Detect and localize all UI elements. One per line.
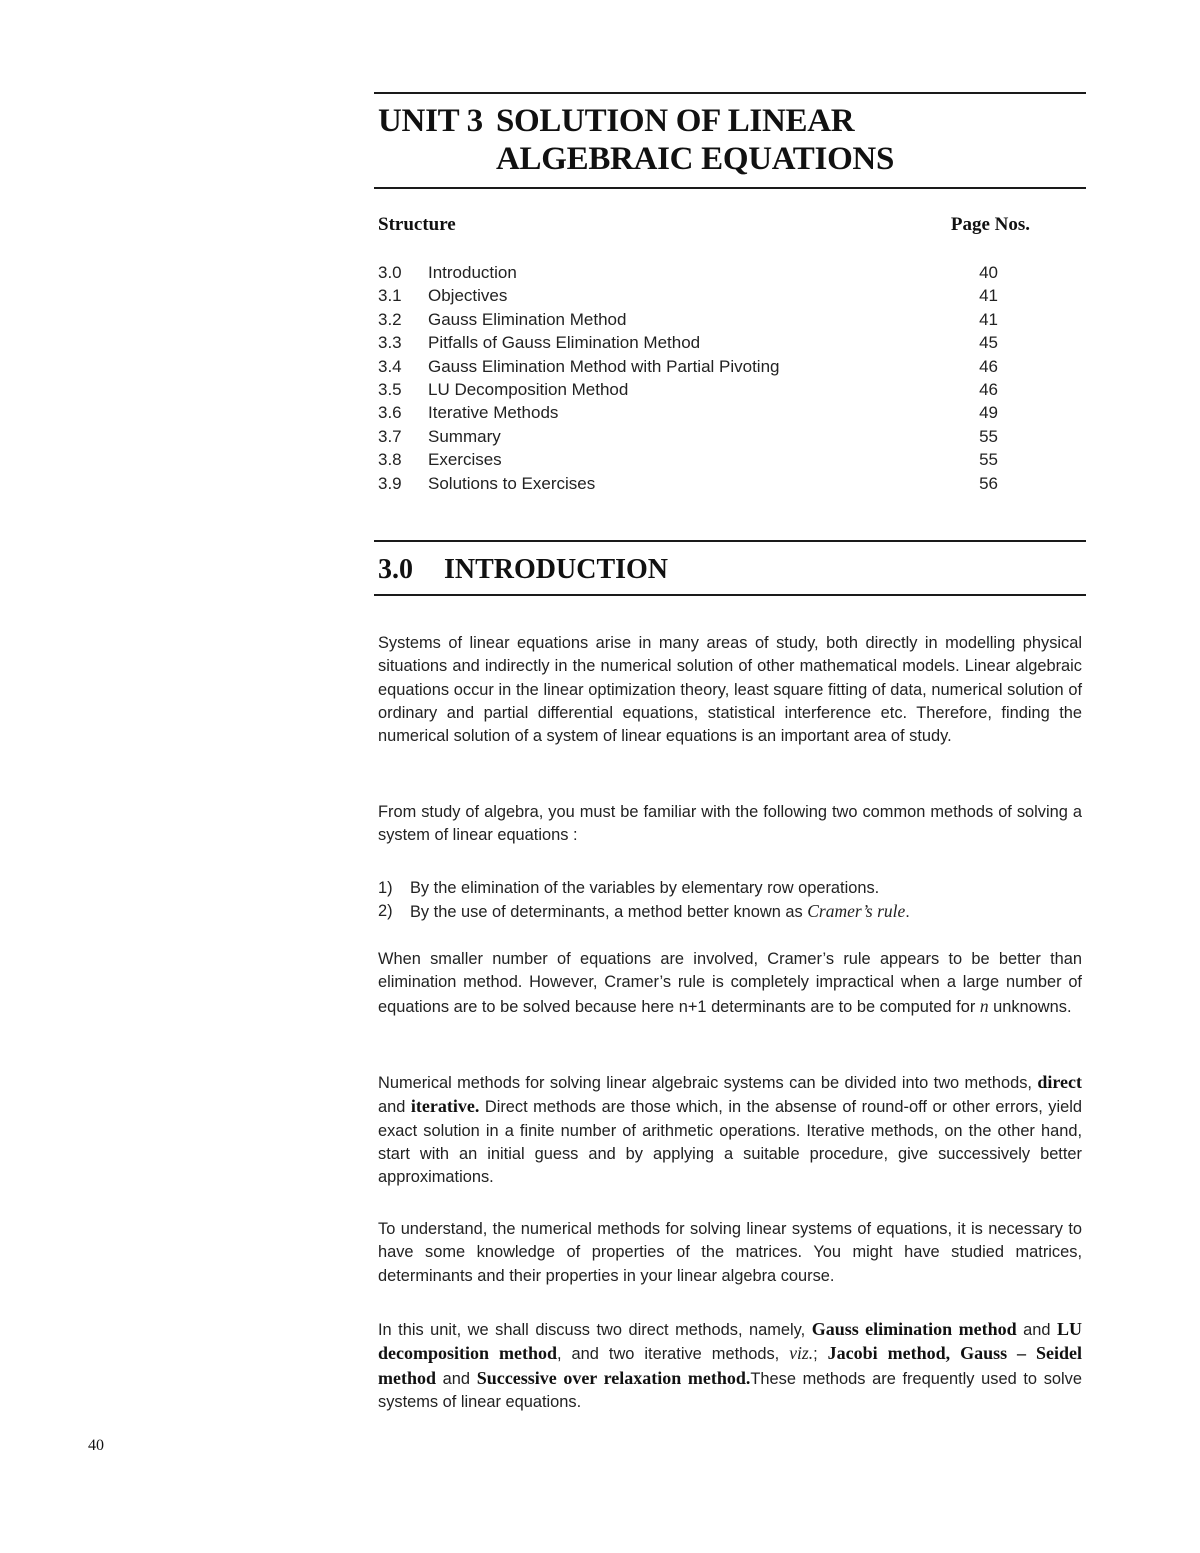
list-item bbox=[378, 900, 1082, 924]
unit-number: UNIT 3 bbox=[378, 103, 483, 139]
p4-text-end: Direct methods are those which, in the absense of round-off or other errors, yield exact solution in a finite number of arithmetic operations. Iterative methods, on the other hand, start with an initial guess and by applying a suitable procedure, give successively better approximations. bbox=[378, 1098, 1082, 1187]
p6-jacobi: Jacobi method, Gauss – Seidel method bbox=[378, 1343, 1083, 1388]
toc-item bbox=[378, 331, 998, 354]
p6-text-b: , and two iterative methods, bbox=[556, 1345, 790, 1364]
toc-item bbox=[378, 401, 998, 424]
toc-page: 41 bbox=[979, 309, 998, 329]
toc-title: Pitfalls of Gauss Elimination Method bbox=[428, 333, 701, 353]
list-text: By the elimination of the variables by elementary row operations. bbox=[410, 879, 880, 897]
intro-paragraph-1: Systems of linear equations arise in many areas of study, both directly in modelling physical situations and indirectly in the numerical solution of other mathematical models. Linear algebraic equations occur in the linear optimization theory, least square fitting of data, numerical solution of ordinary and partial differential equations, statistical interference etc. Therefore, finding the numerical solution of a system of linear equations is an important area of study. bbox=[378, 634, 1082, 746]
toc-num: 3.4 bbox=[378, 356, 402, 376]
p4-iterative: iterative. bbox=[410, 1096, 480, 1117]
toc-num: 3.1 bbox=[378, 286, 402, 306]
cramers-rule-emphasis: Cramer’s rule bbox=[807, 901, 906, 922]
toc-title: Gauss Elimination Method with Partial Pivoting bbox=[428, 356, 780, 376]
toc-num: 3.7 bbox=[378, 426, 402, 446]
toc-num: 3.0 bbox=[378, 263, 402, 282]
toc-item bbox=[378, 448, 998, 471]
toc-item bbox=[378, 472, 998, 495]
structure-header bbox=[378, 214, 1030, 236]
p6-and: and bbox=[1016, 1321, 1057, 1339]
p3-n: n bbox=[979, 995, 989, 1016]
toc-title: Summary bbox=[428, 426, 501, 446]
methods-list bbox=[378, 877, 1082, 925]
toc-item bbox=[378, 308, 998, 331]
toc-page: 46 bbox=[979, 356, 998, 376]
toc-num: 3.9 bbox=[378, 473, 402, 493]
toc-title: Iterative Methods bbox=[428, 403, 559, 423]
list-number: 2) bbox=[378, 902, 393, 921]
list-text: By the use of determinants, a method better known as bbox=[410, 903, 808, 922]
intro-paragraph-6 bbox=[378, 1318, 1082, 1414]
toc-item bbox=[378, 261, 998, 284]
p6-text: In this unit, we shall discuss two direct methods, namely, bbox=[378, 1321, 812, 1339]
toc-item bbox=[378, 425, 998, 448]
top-rule bbox=[374, 92, 1086, 94]
p6-sor: Successive over relaxation method. bbox=[476, 1367, 751, 1388]
section-heading bbox=[378, 552, 668, 588]
unit-title bbox=[378, 102, 894, 178]
toc-num: 3.5 bbox=[378, 379, 402, 399]
toc-page: 55 bbox=[979, 450, 998, 470]
intro-paragraph-5: To understand, the numerical methods for solving linear systems of equations, it is necessary to have some knowledge of properties of the matrices. You might have studied matrices, determinants and their properties in your linear algebra course. bbox=[378, 1220, 1082, 1285]
p6-text-c: ; bbox=[813, 1345, 828, 1364]
p6-and-2: and bbox=[436, 1369, 477, 1388]
list-item bbox=[378, 877, 1082, 900]
structure-label: Structure bbox=[378, 214, 456, 235]
toc-page: 41 bbox=[979, 286, 998, 306]
toc-item bbox=[378, 378, 998, 401]
section-number: 3.0 bbox=[378, 554, 413, 585]
unit-title-line1: SOLUTION OF LINEAR bbox=[496, 103, 855, 139]
p4-direct: direct bbox=[1037, 1072, 1082, 1092]
toc-title: Solutions to Exercises bbox=[428, 473, 596, 493]
p4-and: and bbox=[378, 1098, 411, 1117]
table-of-contents bbox=[378, 261, 998, 495]
page-number: 40 bbox=[88, 1437, 104, 1454]
toc-item bbox=[378, 284, 998, 307]
toc-page: 56 bbox=[979, 473, 998, 493]
toc-page: 40 bbox=[979, 263, 998, 282]
toc-title: Gauss Elimination Method bbox=[428, 309, 627, 329]
section-bottom-rule bbox=[374, 594, 1086, 596]
section-top-rule bbox=[374, 540, 1086, 542]
toc-num: 3.6 bbox=[378, 403, 402, 423]
p4-text: Numerical methods for solving linear algebraic systems can be divided into two methods, bbox=[378, 1074, 1038, 1092]
intro-paragraph-3 bbox=[378, 948, 1082, 1019]
toc-num: 3.2 bbox=[378, 309, 402, 329]
page-nos-label: Page Nos. bbox=[950, 214, 1030, 235]
p3-text-end: unknowns. bbox=[988, 997, 1072, 1016]
p6-lu: LU decomposition method bbox=[378, 1319, 1082, 1364]
p6-viz: viz. bbox=[789, 1343, 814, 1364]
toc-item bbox=[378, 355, 998, 378]
list-number: 1) bbox=[378, 879, 393, 897]
unit-title-line2: ALGEBRAIC EQUATIONS bbox=[496, 141, 895, 177]
toc-title: LU Decomposition Method bbox=[428, 379, 629, 399]
toc-page: 49 bbox=[979, 403, 998, 423]
toc-num: 3.3 bbox=[378, 333, 402, 353]
p3-text: When smaller number of equations are involved, Cramer’s rule appears to be better than elimination method. However, Cramer’s rule is completely impractical when a large number of equations are to be solved because here n+1 determinants are to be computed for bbox=[378, 950, 1082, 1016]
toc-num: 3.8 bbox=[378, 450, 402, 470]
section-title: INTRODUCTION bbox=[444, 554, 669, 585]
toc-title: Introduction bbox=[428, 263, 517, 282]
toc-page: 46 bbox=[979, 379, 998, 399]
toc-page: 55 bbox=[979, 426, 998, 446]
p6-text-end: These methods are frequently used to solve systems of linear equations. bbox=[378, 1369, 1082, 1411]
intro-paragraph-2: From study of algebra, you must be familiar with the following two common methods of solving a system of linear equations : bbox=[378, 803, 1082, 845]
list-text-end: . bbox=[905, 903, 910, 922]
toc-page: 45 bbox=[979, 333, 998, 353]
p6-gauss: Gauss elimination method bbox=[811, 1319, 1017, 1339]
toc-title: Exercises bbox=[428, 450, 502, 470]
title-bottom-rule bbox=[374, 187, 1086, 189]
intro-paragraph-4 bbox=[378, 1071, 1082, 1189]
toc-title: Objectives bbox=[428, 286, 508, 306]
